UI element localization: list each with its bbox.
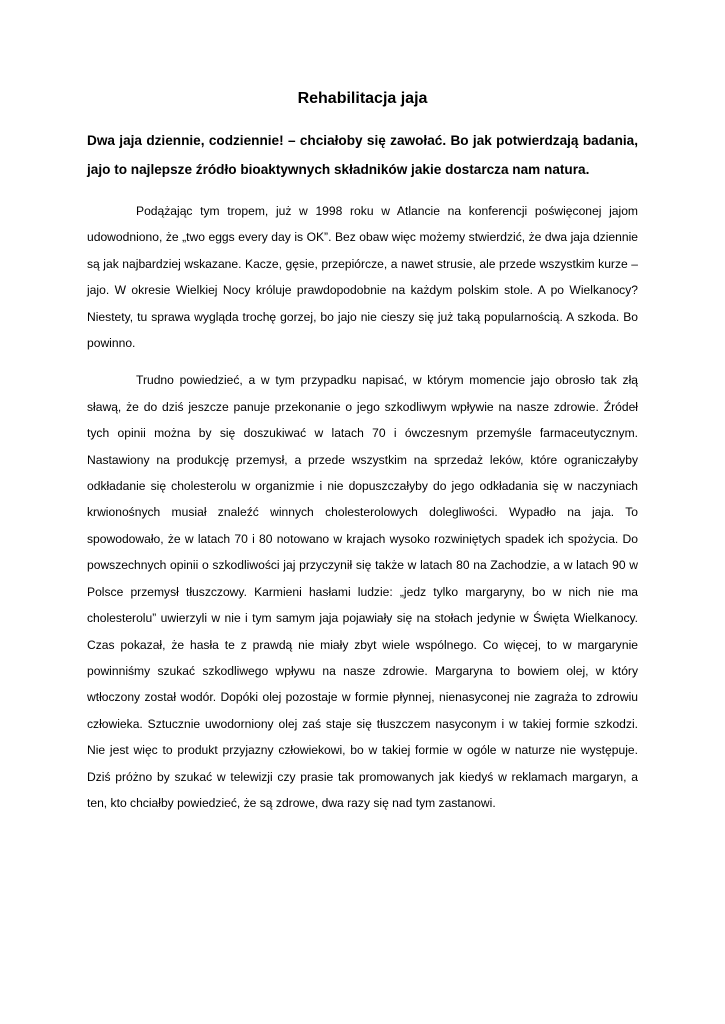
body-paragraph-1: Podążając tym tropem, już w 1998 roku w Atlancie na konferencji poświęconej jajom udowodniono, że „two eggs every day is OK”. Bez obaw więc możemy stwierdzić, że dwa jaja dziennie są jak najbardziej wskazane. Kacze, gęsie, przepiórcze, a nawet strusie, ale przede wszystkim kurze – jajo. W okresie Wielkiej Nocy króluje prawdopodobnie na każdym polskim stole. A po Wielkanocy? Niestety, tu sprawa wygląda trochę gorzej, bo jajo nie cieszy się już taką popularnością. A szkoda. Bo powinno. xyxy=(87,204,638,351)
document-body xyxy=(87,86,638,816)
page-title: Rehabilitacja jaja xyxy=(297,90,428,107)
lead-paragraph: Dwa jaja dziennie, codziennie! – chciałoby się zawołać. Bo jak potwierdzają badania, jajo to najlepsze źródło bioaktywnych składników jakie dostarcza nam natura. xyxy=(87,133,638,177)
body-paragraph-2: Trudno powiedzieć, a w tym przypadku napisać, w którym momencie jajo obrosło tak złą sławą, że do dziś jeszcze panuje przekonanie o jego szkodliwym wpływie na nasze zdrowie. Źródeł tych opinii można by się doszukiwać w latach 70 i ówczesnym przemyśle farmaceutycznym. Nastawiony na produkcję przemysł, a przede wszystkim na sprzedaż leków, które ograniczałyby odkładanie się cholesterolu w organizmie i nie dopuszczałyby do jego odkładania się w naczyniach krwionośnych musiał znaleźć winnych cholesterolowych dolegliwości. Wypadło na jaja. To spowodowało, że w latach 70 i 80 notowano w krajach wysoko rozwiniętych spadek ich spożycia. Do powszechnych opinii o szkodliwości jaj przyczynił się także w latach 80 na Zachodzie, a w latach 90 w Polsce przemysł tłuszczowy. Karmieni hasłami ludzie: „jedz tylko margaryny, bo w nich nie ma cholesterolu” uwierzyli w nie i tym samym jaja pojawiały się na stołach jedynie w Święta Wielkanocy. Czas pokazał, że hasła te z prawdą nie miały zbyt wiele wspólnego. Co więcej, to w margarynie powinniśmy szukać szkodliwego wpływu na nasze zdrowie. Margaryna to bowiem olej, w który wtłoczony został wodór. Dopóki olej pozostaje w formie płynnej, nienasyconej nie zagraża to zdrowiu człowieka. Sztucznie uwodorniony olej zaś staje się tłuszczem nasyconym i w takiej formie szkodzi. Nie jest więc to produkt przyjazny człowiekowi, bo w takiej formie w ogóle w naturze nie występuje. Dziś próżno by szukać w telewizji czy prasie tak promowanych jak kiedyś w reklamach margaryn, a ten, kto chciałby powiedzieć, że są zdrowe, dwa razy się nad tym zastanowi. xyxy=(87,373,638,810)
